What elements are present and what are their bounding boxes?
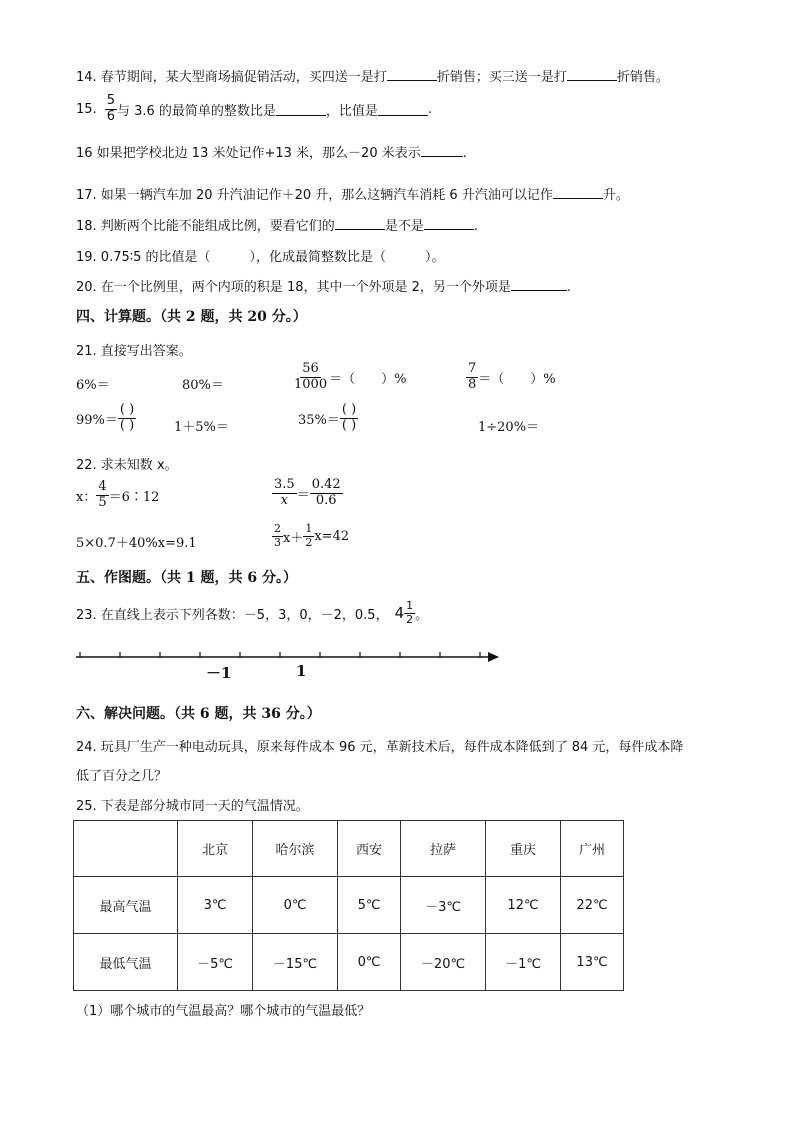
q23-mixed-whole: 4 (394, 604, 405, 623)
high-cell: 0℃ (253, 877, 338, 934)
q21-g-head: 35%＝ (298, 412, 340, 428)
question-20 (76, 276, 571, 295)
number-line-label-neg-one: －1 (206, 664, 232, 682)
q21-item-f: 1＋5%＝ (174, 420, 229, 435)
q18-blank-1[interactable] (335, 217, 385, 230)
question-19 (76, 246, 445, 265)
q21-c-den: 1000 (294, 376, 328, 392)
q21-title: 21. 直接写出答案。 (76, 344, 192, 359)
city-header: 哈尔滨 (253, 821, 338, 877)
q14-blank-1[interactable] (387, 68, 437, 81)
q14-text-b: 折销售；买三送一是打 (436, 70, 567, 85)
q18-text-c: . (473, 219, 478, 234)
q24-line1: 24. 玩具厂生产一种电动玩具，原来每件成本 96 元，革新技术后，每件成本降低到了 84 元，每件成本降 (76, 740, 684, 755)
q22-eq-d (272, 523, 349, 549)
q14-text-c: 折销售。 (616, 70, 669, 85)
q14-text-a: 14. 春节期间，某大型商场搞促销活动，买四送一是打 (76, 70, 387, 85)
q15-blank-2[interactable] (378, 103, 428, 116)
q21-e-num: ( ) (119, 402, 135, 417)
q15-frac-den: 6 (106, 108, 115, 124)
q25-title: 25. 下表是部分城市同一天的气温情况。 (76, 799, 309, 814)
q21-item-d (466, 362, 556, 393)
q15-text-c: . (427, 101, 433, 117)
low-cell: －1℃ (486, 934, 561, 991)
q17-text-a: 17. 如果一辆汽车加 20 升汽油记作＋20 升，那么这辆汽车消耗 6 升汽油可以记作 (76, 188, 553, 203)
q21-item-e (76, 403, 136, 434)
section-6-title: 六、解决问题。（共 6 题，共 36 分。） (76, 706, 321, 722)
low-cell: －20℃ (401, 934, 486, 991)
q20-text-b: . (566, 280, 572, 295)
low-cell: －15℃ (253, 934, 338, 991)
high-cell: 12℃ (486, 877, 561, 934)
q22-b-eq: ＝ (296, 487, 310, 503)
q18-text-a: 18. 判断两个比能不能组成比例，要看它们的 (76, 219, 335, 234)
city-header: 重庆 (486, 821, 561, 877)
question-23 (76, 600, 428, 626)
number-line-arrow (488, 652, 499, 662)
q22-d-num1: 2 (274, 522, 281, 535)
temperature-table (73, 820, 624, 991)
q22-b-den2: 0.6 (315, 492, 337, 508)
q22-b-num1: 3.5 (274, 477, 295, 492)
q15-number: 15. (76, 101, 97, 117)
q21-d-den: 8 (468, 376, 477, 392)
row-label-low: 最低气温 (74, 934, 178, 991)
q21-e-head: 99%＝ (76, 412, 118, 428)
q22-eq-b (272, 478, 343, 509)
city-header: 北京 (178, 821, 253, 877)
q22-title: 22. 求未知数 x。 (76, 458, 178, 473)
q17-text-b: 升。 (602, 188, 629, 203)
high-cell: 5℃ (338, 877, 401, 934)
q22-b-num2: 0.42 (311, 477, 341, 492)
question-15 (76, 94, 432, 125)
q21-g-den: ( ) (341, 417, 357, 433)
number-line-label-one: 1 (296, 662, 307, 680)
q16-text-b: . (462, 146, 467, 161)
section-5-title: 五、作图题。（共 1 题，共 6 分。） (76, 570, 297, 586)
number-line-ticks (80, 652, 480, 657)
q20-blank[interactable] (511, 278, 567, 291)
table-row-low (74, 934, 624, 991)
question-14 (76, 66, 669, 85)
q15-text-a: 与 3.6 的最简单的整数比是 (116, 103, 276, 119)
q16-blank[interactable] (421, 144, 463, 157)
table-header-row (74, 821, 624, 877)
q22-a-num: 4 (98, 479, 107, 494)
q21-d-tail: ＝（ ）% (478, 371, 556, 387)
q21-c-num: 56 (302, 361, 319, 376)
city-header: 拉萨 (401, 821, 486, 877)
high-cell: 3℃ (178, 877, 253, 934)
q21-c-tail: ＝（ ）% (329, 371, 407, 387)
q15-fraction (105, 94, 117, 125)
question-18 (76, 215, 478, 234)
q21-item-c (292, 362, 406, 393)
low-cell: 0℃ (338, 934, 401, 991)
q21-g-num: ( ) (341, 402, 357, 417)
q21-item-g (298, 403, 358, 434)
q22-eq-c: 5×0.7＋40%x=9.1 (76, 536, 197, 551)
q22-b-den1: x (280, 492, 289, 508)
low-cell: 13℃ (561, 934, 624, 991)
city-header: 西安 (338, 821, 401, 877)
q14-blank-2[interactable] (567, 68, 617, 81)
q15-frac-num: 5 (106, 93, 115, 108)
q18-text-b: 是不是 (384, 219, 424, 234)
q18-blank-2[interactable] (424, 217, 474, 230)
q22-d-den2: 2 (305, 535, 313, 549)
city-header: 广州 (561, 821, 624, 877)
q17-blank[interactable] (553, 186, 603, 199)
q22-d-num2: 1 (305, 522, 313, 535)
q15-blank-1[interactable] (276, 103, 326, 116)
q21-item-h: 1÷20%＝ (478, 420, 540, 435)
q16-text-a: 16 如果把学校北边 13 米处记作+13 米，那么－20 米表示 (76, 146, 421, 161)
q21-d-num: 7 (468, 361, 477, 376)
q25-sub1: （1）哪个城市的气温最高？哪个城市的气温最低？ (76, 1004, 371, 1019)
q21-item-a: 6%＝ (76, 378, 110, 393)
table-row-high (74, 877, 624, 934)
q23-text: 23. 在直线上表示下列各数：－5，3，0，－2，0.5， (76, 607, 389, 623)
q22-a-den: 5 (98, 494, 107, 510)
section-4-title: 四、计算题。（共 2 题，共 20 分。） (76, 309, 307, 325)
q21-item-b: 80%＝ (182, 378, 224, 393)
q23-mixed-den: 2 (406, 612, 414, 626)
table-corner-cell (74, 821, 178, 877)
q22-a-head: x： (76, 489, 97, 505)
q22-d-den1: 3 (274, 535, 281, 549)
q23-tail: 。 (415, 607, 429, 623)
q24-line2: 低了百分之几？ (76, 769, 168, 784)
high-cell: 22℃ (561, 877, 624, 934)
low-cell: －5℃ (178, 934, 253, 991)
question-16 (76, 142, 467, 161)
high-cell: －3℃ (401, 877, 486, 934)
q22-a-tail: ＝6∶12 (108, 489, 160, 505)
row-label-high: 最高气温 (74, 877, 178, 934)
q23-mixed-num: 1 (406, 599, 414, 612)
q22-d-mid: x＋ (283, 530, 304, 546)
question-17 (76, 184, 629, 203)
q21-e-den: ( ) (119, 417, 135, 433)
q22-d-tail: x=42 (314, 528, 350, 544)
q15-text-b: ，比值是 (325, 103, 378, 119)
q19-text: 19. 0.75∶5 的比值是（ ），化成最简整数比是（ ）。 (76, 250, 445, 265)
q20-text-a: 20. 在一个比例里，两个内项的积是 18，其中一个外项是 2，另一个外项是 (76, 280, 511, 295)
q22-eq-a (76, 480, 159, 511)
